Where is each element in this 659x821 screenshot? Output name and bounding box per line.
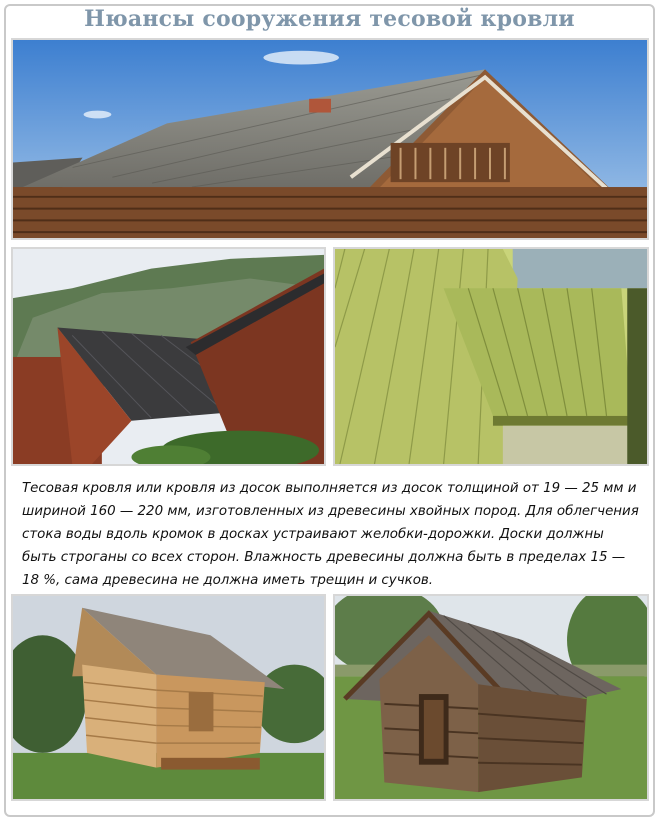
small-log-cabin-photo (11, 594, 326, 801)
log-house-plank-roof-photo (11, 38, 649, 240)
old-log-bathhouse-photo (333, 594, 649, 801)
description-text: Тесовая кровля или кровля из досок выполняется из досок толщиной от 19 — 25 мм и шириной 160 — 220 мм, изготовленных из древесины хвойных пород. Для облегчения стока воды вдоль кромок в досках устраивают желобки-дорожки. Доски должны быть строганы со всех сторон. Влажность древесины должна быть в пределах 15 — 18 %, сама древесина не должна иметь трещин и сучков. (22, 481, 639, 588)
green-plank-roof-closeup-photo (333, 247, 649, 466)
page-title: Нюансы сооружения тесовой кровли (84, 6, 575, 32)
red-house-dark-plank-roof-photo (11, 247, 326, 466)
